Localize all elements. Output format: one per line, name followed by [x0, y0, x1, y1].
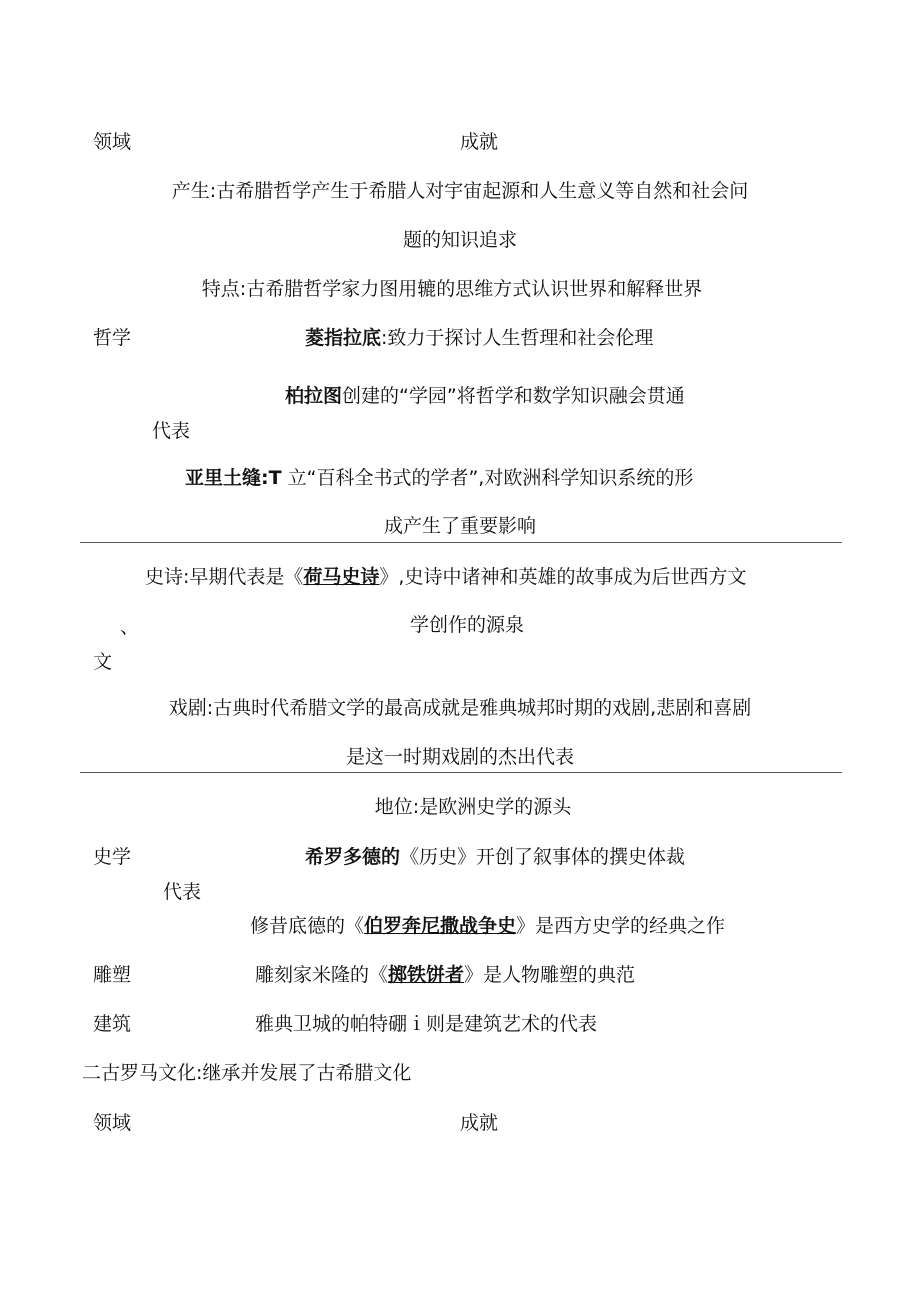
- philosophy-rep-socrates: [305, 326, 653, 350]
- history-status: 地位:是欧洲史学的源头: [374, 796, 572, 818]
- row-divider: [80, 542, 842, 543]
- history-rep-label: 代表: [163, 881, 202, 903]
- rep-text: 创建的“学园”将哲学和数学知识融会贯通: [342, 385, 685, 407]
- field-sculpture: 雕塑: [93, 964, 132, 986]
- philosophy-rep-aristotle-line2: 成产生了重要影响: [383, 515, 537, 537]
- philosophy-feature: 特点:古希腊哲学家力图用辘的思维方式认识世界和解释世界: [201, 278, 703, 300]
- epic-prefix: 史诗:早期代表是《: [145, 566, 304, 588]
- column-header-field: 领域: [93, 131, 132, 153]
- column-header-field-2: 领域: [93, 1112, 132, 1134]
- philosophy-origin-line2: 题的知识追求: [402, 229, 518, 251]
- book-title: 伯罗奔尼撒战争史: [364, 915, 517, 937]
- field-history: 史学: [93, 846, 132, 868]
- philosophy-rep-label: 代表: [152, 420, 191, 442]
- rep-name: 希罗多德的: [305, 846, 401, 868]
- history-rep-herodotus: [305, 845, 685, 869]
- sculpture-prefix: 雕刻家米隆的《: [255, 964, 389, 986]
- epic-title: 荷马史诗: [303, 566, 380, 588]
- rep-suffix: 》是西方史学的经典之作: [516, 915, 726, 937]
- column-header-achievement-2: 成就: [460, 1112, 499, 1134]
- rep-prefix: 修昔底德的《: [250, 915, 365, 937]
- rep-text: :致力于探讨人生哲理和社会伦理: [381, 327, 654, 349]
- sculpture-text: [255, 963, 635, 987]
- architecture-text: 雅典卫城的帕特硼ｉ则是建筑艺术的代表: [255, 1013, 598, 1035]
- row-divider: [80, 772, 842, 773]
- field-literature-mark: 、: [120, 616, 140, 638]
- column-header-achievement: 成就: [460, 131, 499, 153]
- literature-epic-line1: [145, 565, 746, 589]
- literature-epic-line2: 学创作的源泉: [409, 614, 525, 636]
- philosophy-rep-aristotle: [185, 466, 693, 490]
- section-heading-rome: 二古罗马文化:继承并发展了古希腊文化: [82, 1062, 412, 1084]
- rep-name: 亚里土缝:T: [185, 467, 282, 489]
- rep-name: 菱指拉底: [305, 327, 382, 349]
- history-rep-thucydides: [250, 914, 725, 938]
- philosophy-rep-plato: [285, 384, 685, 408]
- rep-text: 立“百科全书式的学者”,对欧洲科学知识系统的形: [287, 467, 694, 489]
- rep-text: 《历史》开创了叙事体的撰史体裁: [400, 846, 686, 868]
- literature-drama-line2: 是这一时期戏剧的杰出代表: [345, 746, 575, 768]
- field-literature: 文: [93, 651, 113, 673]
- sculpture-title: 掷铁饼者: [388, 964, 465, 986]
- rep-name: 柏拉图: [285, 385, 343, 407]
- literature-drama-line1: 戏剧:古典时代希腊文学的最高成就是雅典城邦时期的戏剧,悲剧和喜剧: [168, 697, 752, 719]
- epic-suffix: 》,史诗中诸神和英雄的故事成为后世西方文: [379, 566, 747, 588]
- field-philosophy: 哲学: [93, 327, 132, 349]
- philosophy-origin-line1: 产生:古希腊哲学产生于希腊人对宇宙起源和人生意义等自然和社会问: [171, 180, 749, 202]
- sculpture-suffix: 》是人物雕塑的典范: [464, 964, 636, 986]
- field-architecture: 建筑: [93, 1013, 132, 1035]
